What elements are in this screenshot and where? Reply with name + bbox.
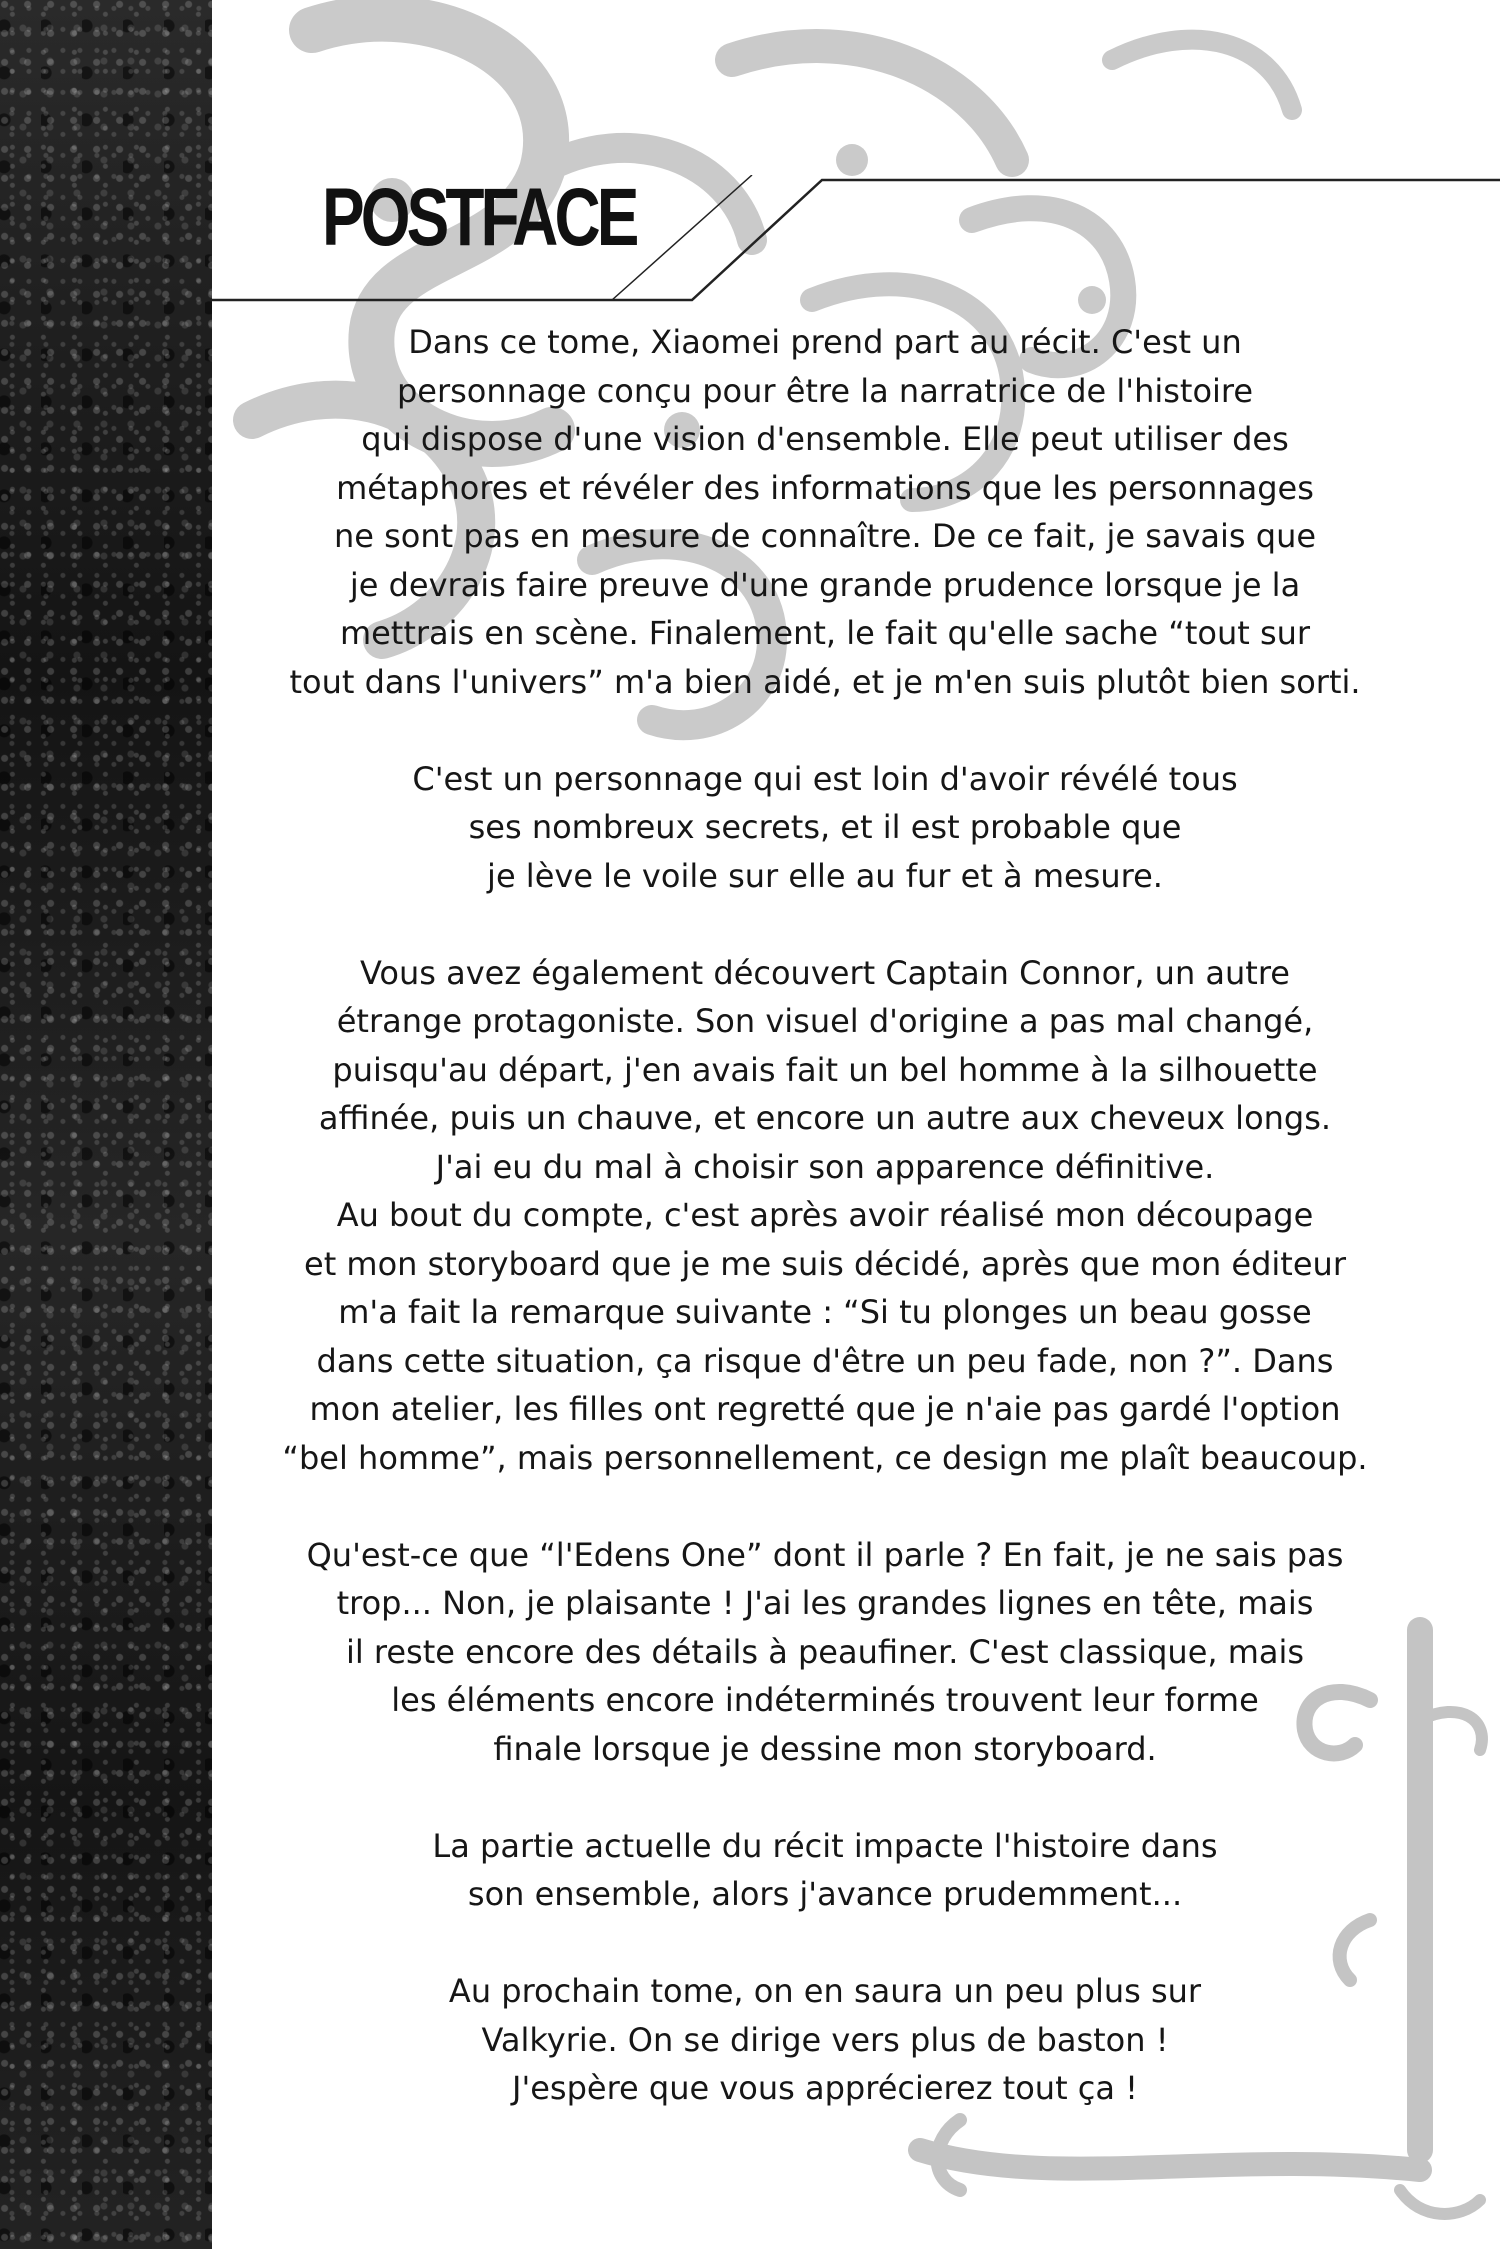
text-line: Au prochain tome, on en saura un peu plus sur bbox=[448, 1972, 1202, 2010]
text-line: son ensemble, alors j'avance prudemment... bbox=[467, 1875, 1183, 1913]
text-line: trop... Non, je plaisante ! J'ai les grandes lignes en tête, mais bbox=[336, 1584, 1314, 1622]
text-line: je lève le voile sur elle au fur et à mesure. bbox=[487, 856, 1163, 895]
text-line: Qu'est-ce que “l'Edens One” dont il parle ? En fait, je ne sais pas bbox=[306, 1535, 1344, 1574]
text-line: tout dans l'univers” m'a bien aidé, et je m'en suis plutôt bien sorti. bbox=[289, 662, 1361, 701]
text-line: J'espère que vous apprécierez tout ça ! bbox=[512, 2069, 1138, 2107]
text-line: puisqu'au départ, j'en avais fait un bel homme à la silhouette bbox=[332, 1050, 1318, 1089]
text-line: dans cette situation, ça risque d'être un peu fade, non ?”. Dans bbox=[316, 1341, 1334, 1380]
paragraph bbox=[230, 949, 1420, 1483]
text-line: La partie actuelle du récit impacte l'histoire dans bbox=[432, 1826, 1218, 1865]
text-line: mon atelier, les filles ont regretté que je n'aie pas gardé l'option bbox=[309, 1390, 1341, 1428]
paragraph bbox=[230, 1967, 1420, 2113]
text-line: finale lorsque je dessine mon storyboard. bbox=[493, 1729, 1157, 1768]
text-line: “bel homme”, mais personnellement, ce design me plaît beaucoup. bbox=[282, 1438, 1368, 1477]
text-line: il reste encore des détails à peaufiner. C'est classique, mais bbox=[345, 1632, 1305, 1671]
text-line: métaphores et révéler des informations que les personnages bbox=[336, 468, 1314, 507]
text-line: étrange protagoniste. Son visuel d'origine a pas mal changé, bbox=[336, 1002, 1314, 1040]
text-line: et mon storyboard que je me suis décidé, après que mon éditeur bbox=[304, 1244, 1346, 1283]
paragraph bbox=[230, 1822, 1420, 1919]
text-line: ses nombreux secrets, et il est probable que bbox=[468, 808, 1182, 846]
text-line: ne sont pas en mesure de connaître. De ce fait, je savais que bbox=[333, 517, 1317, 555]
text-line: les éléments encore indéterminés trouvent leur forme bbox=[391, 1681, 1259, 1719]
text-line: Dans ce tome, Xiaomei prend part au récit. C'est un bbox=[408, 323, 1242, 361]
paragraph bbox=[230, 318, 1420, 706]
text-line: J'ai eu du mal à choisir son apparence définitive. bbox=[435, 1147, 1215, 1186]
text-line: affinée, puis un chauve, et encore un autre aux cheveux longs. bbox=[318, 1099, 1332, 1137]
text-line: Valkyrie. On se dirige vers plus de baston ! bbox=[481, 2020, 1169, 2059]
text-line: m'a fait la remarque suivante : “Si tu plonges un beau gosse bbox=[338, 1293, 1312, 1331]
postface-body bbox=[230, 318, 1420, 2161]
text-line: Vous avez également découvert Captain Connor, un autre bbox=[360, 953, 1290, 992]
paragraph bbox=[230, 755, 1420, 901]
text-line: C'est un personnage qui est loin d'avoir révélé tous bbox=[412, 759, 1238, 798]
text-line: qui dispose d'une vision d'ensemble. Elle peut utiliser des bbox=[361, 420, 1289, 458]
text-line: mettrais en scène. Finalement, le fait qu'elle sache “tout sur bbox=[339, 614, 1311, 652]
text-line: personnage conçu pour être la narratrice de l'histoire bbox=[396, 371, 1254, 410]
paragraph bbox=[230, 1531, 1420, 1774]
decorative-side-band bbox=[0, 0, 212, 2249]
page-title: POSTFACE bbox=[322, 172, 636, 263]
text-line: Au bout du compte, c'est après avoir réalisé mon découpage bbox=[336, 1196, 1314, 1234]
text-line: je devrais faire preuve d'une grande prudence lorsque je la bbox=[349, 565, 1301, 604]
